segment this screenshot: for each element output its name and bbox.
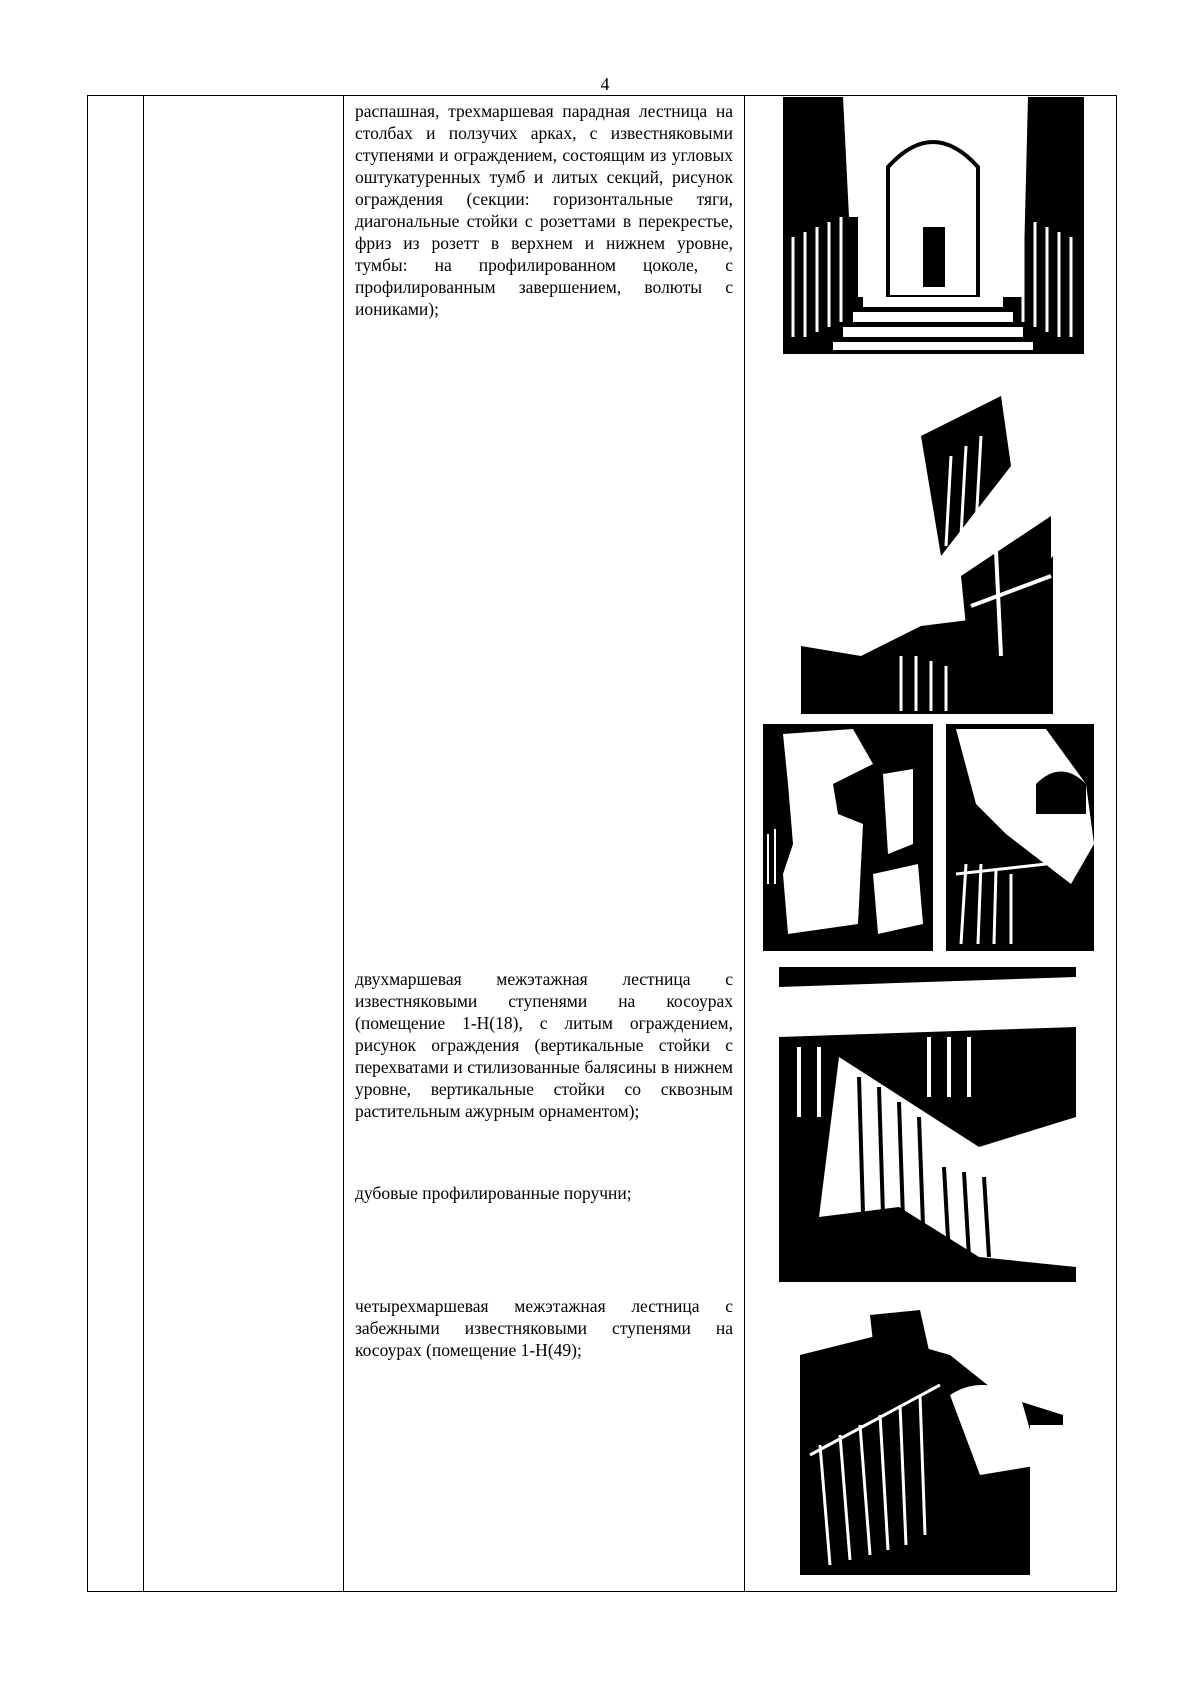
handrail-description — [355, 1182, 733, 1204]
photo-grand-staircase — [783, 97, 1084, 354]
column-divider — [143, 96, 144, 1591]
column-divider — [744, 96, 745, 1591]
description-text: четырехмаршевая межэтажная лестница с забежными известняковыми ступенями на косоурах (помещение 1-Н(49); — [355, 1296, 733, 1360]
description-text: двухмаршевая межэтажная лестница с известняковыми ступенями на косоурах (помещение 1-Н(18), с литым ограждением, рисунок ограждения (вертикальные стойки с перехватами и стилизованные балясины в нижнем уровне, вертикальные стойки со сквозным растительным ажурным орнаментом); — [355, 969, 733, 1121]
photo-staircase-windows — [801, 376, 1053, 714]
staircase-description-four-flight — [355, 1295, 733, 1361]
staircase-description-main — [355, 100, 733, 320]
photo-newel-post — [763, 724, 933, 951]
staircase-description-two-flight — [355, 968, 733, 1122]
description-text: распашная, трехмаршевая парадная лестница на столбах и ползучих арках, с известняковыми ступенями и ограждением, состоящим из угловых оштукатуренных тумб и литых секций, рисунок ограждения (секции: горизонтальные тяги, диагональные стойки с розеттами в перекрестье, фриз из розетт в верхнем и нижнем уровне, тумбы: на профилированном цоколе, с профилированным завершением, волюты с иониками); — [355, 101, 733, 319]
column-divider — [343, 96, 344, 1591]
description-text: дубовые профилированные поручни; — [355, 1183, 632, 1203]
page-number: 4 — [600, 74, 610, 94]
photo-two-flight-staircase — [779, 967, 1076, 1282]
photo-four-flight-staircase — [800, 1295, 1063, 1575]
photo-balustrade-detail — [946, 724, 1094, 951]
